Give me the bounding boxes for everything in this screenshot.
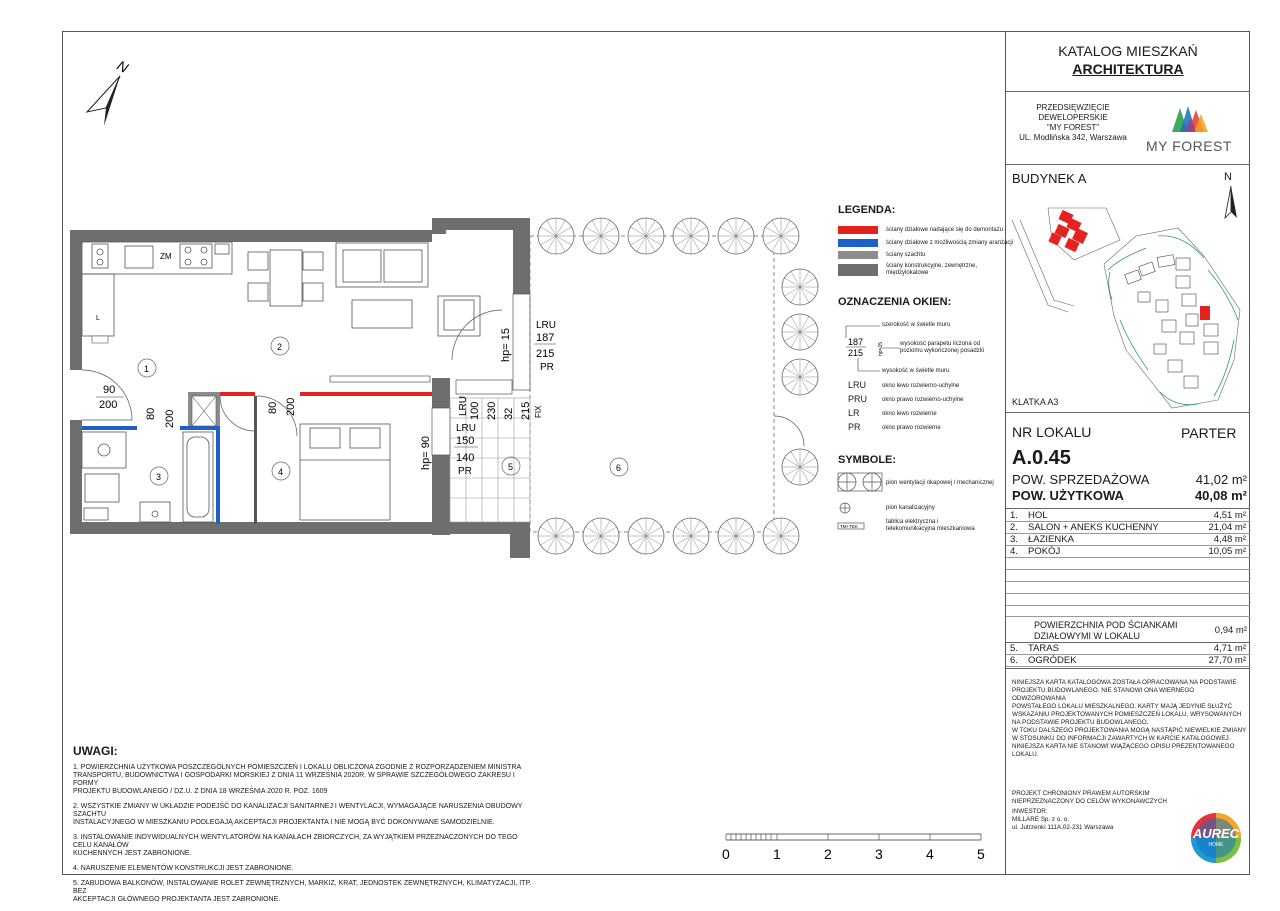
building-label: BUDYNEK A	[1012, 171, 1087, 186]
extra-2-num: 6.	[1010, 655, 1018, 666]
legend-swatch-red	[838, 226, 878, 234]
fridge-label: ZM	[160, 252, 172, 261]
room-row-1	[1006, 510, 1250, 522]
room-number-5: 5	[508, 462, 514, 472]
uwagi-2-b: INSTALACYJNEGO W MIESZKANIU PODLEGAJĄ AKCEPTACJI PROJEKTANTA I NIE MOGĄ BYĆ DOKONYWANE SAMODZIELNIE.	[73, 819, 495, 826]
l-label: L	[96, 315, 100, 322]
unit-number: A.0.45	[1012, 447, 1071, 469]
scale-tick-0: 0	[722, 846, 730, 862]
window-code-lru: LRU	[848, 380, 867, 390]
room-window-hp: hp= 90	[420, 436, 432, 470]
room-number-4: 4	[278, 467, 284, 477]
terrace-door-fix: FIX	[534, 405, 543, 418]
catalog-subtitle: ARCHITEKTURA	[1072, 61, 1184, 77]
terrace-door-type: LRU	[458, 395, 469, 416]
developer-line-2: DEWELOPERSKIE	[1038, 113, 1108, 122]
scale-tick-4: 4	[926, 846, 934, 862]
room-number-1: 1	[144, 364, 150, 374]
room-3-area: 4,48 m²	[1213, 534, 1246, 545]
terrace-door-height2: 215	[520, 401, 532, 420]
entry-door-height: 200	[99, 399, 118, 411]
windows-desc-width: szerokość w świetle muru	[882, 322, 951, 328]
unit-sales-label: POW. SPRZEDAŻOWA	[1012, 472, 1150, 487]
uwagi-3-b: KUCHENNYCH JEST ZABRONIONE.	[73, 850, 192, 857]
disclaimer-line-1: NINIEJSZA KARTA KATALOGOWA ZOSTAŁA OPRACOWANA NA PODSTAWIE	[1012, 679, 1237, 686]
scale-tick-3: 3	[875, 846, 883, 862]
my-forest-logo-text: MY FOREST	[1146, 138, 1232, 154]
bathroom-fixtures	[82, 432, 213, 522]
symbol-text-3: tablica elektryczna i	[886, 519, 939, 525]
symbols-title: SYMBOLE:	[838, 454, 897, 466]
floor-plan	[62, 31, 1005, 631]
catalog-title: KATALOG MIESZKAŃ	[1058, 43, 1198, 59]
uwagi-4-a: 4. NARUSZENIE ELEMENTÓW KONSTRUKCJI JEST ZABRONIONE.	[73, 865, 294, 872]
disclaimer-line-7: W STOSUNKU DO INFORMACJI ZAWARTYCH W KARCIE KATALOGOWEJ.	[1012, 735, 1231, 742]
legend-text-2: ściany działowe z możliwością zmiany aranżacji	[886, 239, 1014, 246]
divider-2	[1006, 164, 1250, 165]
extra-2-name: OGRÓDEK	[1028, 655, 1077, 666]
room-row-empty-3	[1006, 582, 1250, 594]
legend-text-4-wrap	[886, 263, 977, 277]
site-buildings	[1125, 255, 1218, 388]
my-forest-logo-icon	[1168, 104, 1212, 134]
symbol-text-1: pion wentylacji okapowej / mechanicznej	[886, 480, 994, 486]
room-window-width: 150	[456, 435, 475, 447]
room-number-6: 6	[616, 463, 622, 473]
windows-desc-hp1: wysokość parapetu liczona od	[900, 341, 981, 347]
window-example-side: hp=15	[878, 341, 884, 356]
room-2-area: 21,04 m²	[1208, 522, 1246, 533]
room-window-height: 140	[456, 452, 475, 464]
disclaimer-line-9: LOKALU.	[1012, 751, 1039, 758]
room-3-name: ŁAZIENKA	[1028, 534, 1074, 545]
window-example-top: 187	[848, 337, 864, 347]
room-row-empty-1	[1006, 558, 1250, 570]
uwagi-1-b: TRANSPORTU, BUDOWNICTWA I GOSPODARKI MORSKIEJ Z DNIA 11 WRZEŚNIA 2020R. W SPRAWIE SZCZEGÓŁOWEGO ZAKRESU I FORMY	[73, 772, 515, 787]
extra-row-2	[1006, 655, 1250, 667]
investor-name: MILLARE Sp. z o. o.	[1012, 816, 1070, 823]
shaft-symbol	[192, 396, 216, 426]
building-north-label: N	[1224, 171, 1232, 183]
garden-boundary	[530, 236, 774, 532]
symbol-icons	[838, 473, 882, 529]
tv-shelf	[330, 376, 430, 382]
uwagi-item-3	[73, 834, 533, 858]
developer-line-4: UL. Modlińska 342, Warszawa	[1019, 133, 1127, 142]
aurec-logo	[1186, 812, 1246, 864]
scale-tick-2: 2	[824, 846, 832, 862]
partition-walls	[82, 392, 432, 524]
disclaimer-line-4: WSKAZANIU PROJEKTOWANYCH POMIESZCZEŃ LOKALU, WRYSOWANYCH	[1012, 711, 1242, 718]
legend-text-4b: międzylokalowe	[886, 270, 929, 276]
window-code-lr: LR	[848, 408, 860, 418]
extra-1-area: 4,71 m²	[1213, 643, 1246, 654]
scale-tick-1: 1	[773, 846, 781, 862]
legend-text-4: ściany konstrukcyjne, zewnętrzne,	[886, 263, 978, 269]
legend-swatch-blue	[838, 239, 878, 247]
window-desc-pru: okno prawo rozwierno-uchylne	[882, 397, 964, 403]
copyright-line-2: NIEPRZEZNACZONY DO CELÓW WYKONAWCZYCH	[1012, 798, 1167, 805]
disclaimer-line-5: NA PODSTAWIE PROJEKTU BUDOWLANEGO.	[1012, 719, 1149, 726]
room-row-3	[1006, 534, 1250, 546]
legend-title: LEGENDA:	[838, 204, 896, 216]
salon-window-hp: hp= 15	[500, 328, 512, 362]
uwagi-item-2	[73, 803, 533, 827]
legend-text-1: ściany działowe nadające się do demontażu	[886, 226, 1004, 233]
room-row-empty-4	[1006, 594, 1250, 606]
stair-label: KLATKA A3	[1012, 397, 1059, 407]
room-1-num: 1.	[1010, 510, 1018, 521]
room-2-name: SALON + ANEKS KUCHENNY	[1028, 522, 1159, 533]
investor-address: ul. Jutrzenki 111A,02-231 Warszawa	[1012, 824, 1114, 831]
room-row-empty-2	[1006, 570, 1250, 582]
bath-door-width: 80	[145, 407, 157, 420]
legend-row-4	[838, 263, 977, 277]
symbol-text-2: pion kanalizacyjny	[886, 505, 935, 511]
legend-row-3	[838, 251, 925, 259]
uwagi-item-1	[73, 764, 533, 796]
copyright-line-1: PROJEKT CHRONIONY PRAWEM AUTORSKIM	[1012, 790, 1150, 797]
legend-text-3: ściany szachtu	[886, 251, 926, 258]
copyright	[1012, 790, 1167, 806]
uwagi-title: UWAGI:	[73, 744, 118, 758]
room-window-type2: PR	[458, 466, 472, 477]
extra-1-name: TARAS	[1028, 643, 1059, 654]
uwagi-3-a: 3. INSTALOWANIE INDYWIDUALNYCH WENTYLATORÓW NA KANAŁACH ZBIORCZYCH, ZA WYJĄTKIEM PRZEZNACZONYCH DO TEGO CELU KANAŁÓW	[73, 834, 518, 849]
room-3-num: 3.	[1010, 534, 1018, 545]
divider-4	[1006, 508, 1250, 509]
room-1-name: HOL	[1028, 510, 1048, 521]
unit-sales-value: 41,02 m²	[1195, 472, 1247, 487]
unit-floor: PARTER	[1181, 425, 1237, 441]
salon-window-type2: PR	[540, 362, 554, 373]
window-example-bottom: 215	[848, 348, 864, 358]
site-plan	[1008, 200, 1248, 412]
title-block-divider	[1005, 31, 1006, 875]
disclaimer-line-6: W TOKU DALSZEGO PROJEKTOWANIA MOGĄ NASTĄPIĆ NIEWIELKIE ZMIANY	[1012, 727, 1247, 734]
terrace-door-width2: 32	[503, 407, 515, 420]
legend-row-1	[838, 226, 1003, 234]
windows-desc-hp2: poziomu wykończonej posadzki	[900, 348, 985, 354]
investor-label: INWESTOR:	[1012, 808, 1048, 815]
unit-usable-label: POW. UŻYTKOWA	[1012, 488, 1124, 503]
plan-north-label: N	[114, 57, 131, 76]
developer-line-3: "MY FOREST"	[1046, 123, 1100, 132]
uwagi-item-5	[73, 880, 533, 904]
room-door-height: 200	[285, 397, 297, 416]
divider-3	[1006, 412, 1250, 413]
bath-door-height: 200	[164, 409, 176, 428]
room-number-3: 3	[156, 472, 162, 482]
kitchen-counter	[82, 242, 232, 336]
uwagi-5-a: 5. ZABUDOWA BALKONÓW, INSTALOWANIE ROLET ZEWNĘTRZNYCH, MARKIZ, KRAT, JEDNOSTEK ZEWNĘTRZNYCH, KLIMATYZACJI, ITP. BEZ	[73, 880, 532, 895]
legend-swatch-lightgray	[838, 251, 878, 259]
electrical-panel	[92, 336, 108, 343]
windows-desc-height: wysokość w świetle muru	[882, 368, 950, 374]
room-2-num: 2.	[1010, 522, 1018, 533]
legend-swatch-darkgray	[838, 264, 878, 276]
room-number-2: 2	[277, 342, 283, 352]
uwagi-list	[73, 764, 533, 911]
room-window-type: LRU	[456, 423, 477, 434]
room-row-4	[1006, 546, 1250, 558]
salon-window-type: LRU	[536, 320, 557, 331]
disclaimer-line-8: NINIEJSZA KARTA NIE STANOWI WIĄŻĄCEGO OPISU PREZENTOWANEGO	[1012, 743, 1235, 750]
window-code-pru: PRU	[848, 394, 868, 404]
windows-title: OZNACZENIA OKIEN:	[838, 296, 952, 308]
uwagi-1-c: PROJEKTU BUDOWLANEGO / DZ.U. Z DNIA 18 WRZEŚNIA 2020 R. POZ. 1609	[73, 788, 328, 795]
unit-nr-label: NR LOKALU	[1012, 424, 1092, 440]
room-1-area: 4,51 m²	[1213, 510, 1246, 521]
extra-1-num: 5.	[1010, 643, 1018, 654]
divider-6	[1006, 668, 1250, 669]
extra-2-area: 27,70 m²	[1208, 655, 1246, 666]
room-row-2	[1006, 522, 1250, 534]
developer-block	[1010, 103, 1136, 143]
disclaimer	[1012, 679, 1248, 759]
entry-door-width: 90	[103, 384, 116, 396]
window-desc-pr: okno prawo rozwierne	[882, 425, 941, 431]
uwagi-item-4	[73, 865, 533, 873]
room-number-circles	[138, 337, 628, 485]
uwagi-5-b: AKCEPTACJI GŁÓWNEGO PROJEKTANTA JEST ZABRONIONE.	[73, 896, 281, 903]
room-row-empty-5	[1006, 606, 1250, 617]
uwagi-2-a: 2. WSZYSTKIE ZMIANY W UKŁADZIE PODEJŚĆ DO KANALIZACJI SANITARNEJ I WENTYLACJI, WYMAGAJĄCE NARUSZENIA OBUDOWY SZACHTU	[73, 803, 523, 818]
partition-label-2: DZIAŁOWYMI W LOKALU	[1034, 631, 1141, 641]
room-4-num: 4.	[1010, 546, 1018, 557]
aurec-logo-sub: HOME	[1208, 842, 1224, 848]
garden-trees	[538, 218, 818, 554]
bed	[300, 424, 390, 520]
symbol-text-3b: telekomunikacyjna mieszkaniowa	[886, 526, 975, 532]
aurec-logo-text: AUREC	[1192, 826, 1240, 841]
partition-value: 0,94 m²	[1214, 625, 1247, 636]
windows-frames	[432, 294, 530, 455]
sofa	[336, 243, 480, 336]
room-4-name: POKÓJ	[1028, 546, 1061, 557]
window-desc-lr: okno lewo rozwierne	[882, 411, 937, 417]
window-desc-lru: okno lewo rozwierno-uchylne	[882, 383, 960, 389]
symbol-tm-tag: TM+TEK	[840, 524, 858, 529]
disclaimer-line-2: PROJEKTU BUDOWLANEGO. NIE STANOWI ONA WIERNEGO ODWZOROWANIA	[1012, 687, 1195, 702]
legend-row-2	[838, 239, 1013, 247]
room-4-area: 10,05 m²	[1208, 546, 1246, 557]
scale-tick-5: 5	[977, 846, 985, 862]
dining-table	[248, 250, 323, 306]
plan-north-arrow	[87, 57, 132, 126]
window-code-pr: PR	[848, 422, 861, 432]
extra-row-1	[1006, 643, 1250, 655]
disclaimer-line-3: POWSTAŁEGO LOKALU MIESZKALNEGO. KARTY MAJĄ JEDYNIE SŁUŻYĆ	[1012, 703, 1233, 710]
developer-line-1: PRZEDSIĘWZIĘCIE	[1036, 103, 1110, 112]
salon-window-width: 187	[536, 332, 555, 344]
salon-window-height: 215	[536, 348, 555, 360]
room-door-width: 80	[267, 401, 279, 414]
uwagi-1-a: 1. POWIERZCHNIA UŻYTKOWA POSZCZEGÓLNYCH POMIESZCZEŃ I LOKALU OBLICZONA ZGODNIE Z ROZPORZĄDZENIEM MINISTRA	[73, 764, 522, 771]
terrace-door-height: 230	[486, 401, 498, 420]
unit-usable-value: 40,08 m²	[1194, 488, 1247, 503]
partition-label-1: POWIERZCHNIA POD ŚCIANKAMI	[1034, 620, 1178, 630]
divider-1	[1006, 91, 1250, 92]
terrace-door-width: 100	[469, 401, 481, 420]
investor	[1012, 808, 1113, 832]
scale-bar	[716, 830, 996, 864]
